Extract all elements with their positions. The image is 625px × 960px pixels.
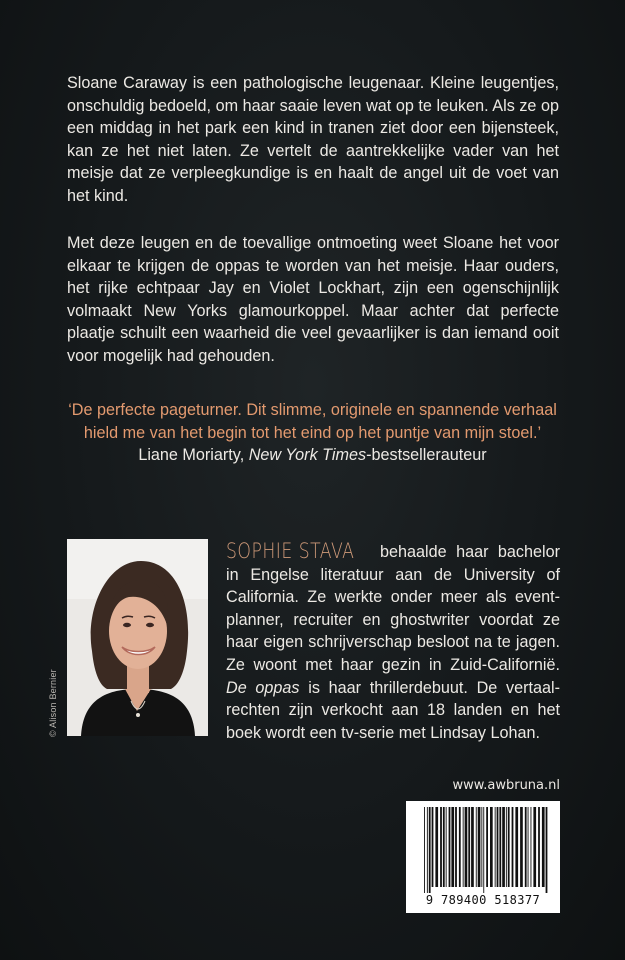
barcode-bar: [476, 807, 477, 887]
barcode-bar: [506, 807, 507, 887]
quote-author-suffix: -bestsellerauteur: [366, 446, 487, 465]
barcode-bar: [515, 807, 518, 887]
barcode-bar: [520, 807, 523, 887]
blurb-paragraph-1: Sloane Caraway is een pathologische leugenaar. Kleine leugentjes, onschuldig bedoeld, om haar saaie leven wat op te leuken. Als ze op een middag in het park een kind in tranen ziet door een bijensteek, kan ze het niet laten. Ze vertelt de aantrekkelijke vader van het meisje dat ze verpleegkundige is en haalt de angel uit de voet van het kind.: [67, 74, 559, 205]
bio-text-1: behaalde haar bachelor in Engelse literatuur aan de University of California. Ze werkte onder meer als eventplanner, recruiter en ghostwriter voordat ze haar eigen schrijverschap besloot na te jagen. Ze woont met haar gezin in Zuid-Californië.: [226, 543, 560, 674]
barcode-bar: [542, 807, 545, 887]
barcode-bar: [440, 807, 442, 887]
barcode-bar: [468, 807, 470, 887]
barcode-bar: [481, 807, 482, 887]
barcode-bar: [432, 807, 434, 887]
barcode-bar: [490, 807, 493, 887]
publisher-website: www.awbruna.nl: [452, 778, 560, 793]
quote-attribution: [60, 444, 565, 467]
barcode-bar: [451, 807, 454, 887]
barcode-bar: [486, 807, 488, 887]
barcode-bar: [446, 807, 447, 887]
barcode-bar: [528, 807, 529, 887]
quote-publication: New York Times: [248, 446, 367, 465]
barcode-bar: [449, 807, 451, 887]
barcode-bar: [531, 807, 532, 887]
barcode-bar: [512, 807, 514, 887]
barcode-bar: [499, 807, 501, 887]
isbn-barcode: [406, 801, 560, 913]
review-quote: [60, 399, 565, 467]
barcode-bar: [478, 807, 481, 887]
author-photo: [67, 539, 208, 736]
quote-text: ‘De perfecte pageturner. Dit slimme, originele en spannende verhaal hield me van het begin tot het eind op het puntje van mijn stoel.’: [68, 401, 557, 442]
barcode-bar: [497, 807, 499, 887]
barcode-bar: [525, 807, 527, 887]
barcode-bar: [463, 807, 464, 887]
barcode-bar: [443, 807, 445, 887]
bio-text-2: is haar thrillerdebuut. De vertaalrechten zijn verkocht aan 18 landen en het boek wordt een tv-serie met Lindsay Lohan.: [226, 678, 561, 742]
author-portrait-illustration: [67, 539, 208, 736]
barcode-bar: [483, 807, 484, 893]
author-name: SOPHIE STAVA: [226, 539, 355, 563]
barcode-bar: [427, 807, 428, 893]
barcode-bars: [406, 801, 560, 893]
quote-author: Liane Moriarty,: [138, 446, 249, 465]
barcode-bar: [471, 807, 474, 887]
barcode-bar: [538, 807, 540, 887]
barcode-bar: [508, 807, 510, 887]
barcode-bar: [495, 807, 496, 887]
barcode-digits: 9 789400 518377: [425, 893, 541, 907]
bio-book-title: De oppas: [226, 678, 300, 697]
barcode-bar: [424, 807, 425, 893]
barcode-bar: [459, 807, 461, 887]
barcode-bar: [465, 807, 468, 887]
barcode-bar: [429, 807, 431, 893]
blurb-paragraph-2: Met deze leugen en de toevallige ontmoeting weet Sloane het voor elkaar te krijgen de oppas te worden van het meisje. Haar ouders, het rijke echtpaar Jay en Violet Lockhart, zijn een ogenschijnlijk volmaakt New Yorks glamourkoppel. Maar achter dat perfecte plaatje schuilt een waarheid die veel gevaarlijker is dan iemand ooit voor mogelijk had gehouden.: [67, 234, 559, 365]
barcode-bar: [502, 807, 505, 887]
barcode-bar: [533, 807, 536, 887]
author-bio: [226, 540, 560, 744]
barcode-bar: [546, 807, 548, 893]
photo-credit: © Alison Bernier: [48, 669, 58, 737]
barcode-bar: [435, 807, 438, 887]
barcode-bar: [455, 807, 457, 887]
